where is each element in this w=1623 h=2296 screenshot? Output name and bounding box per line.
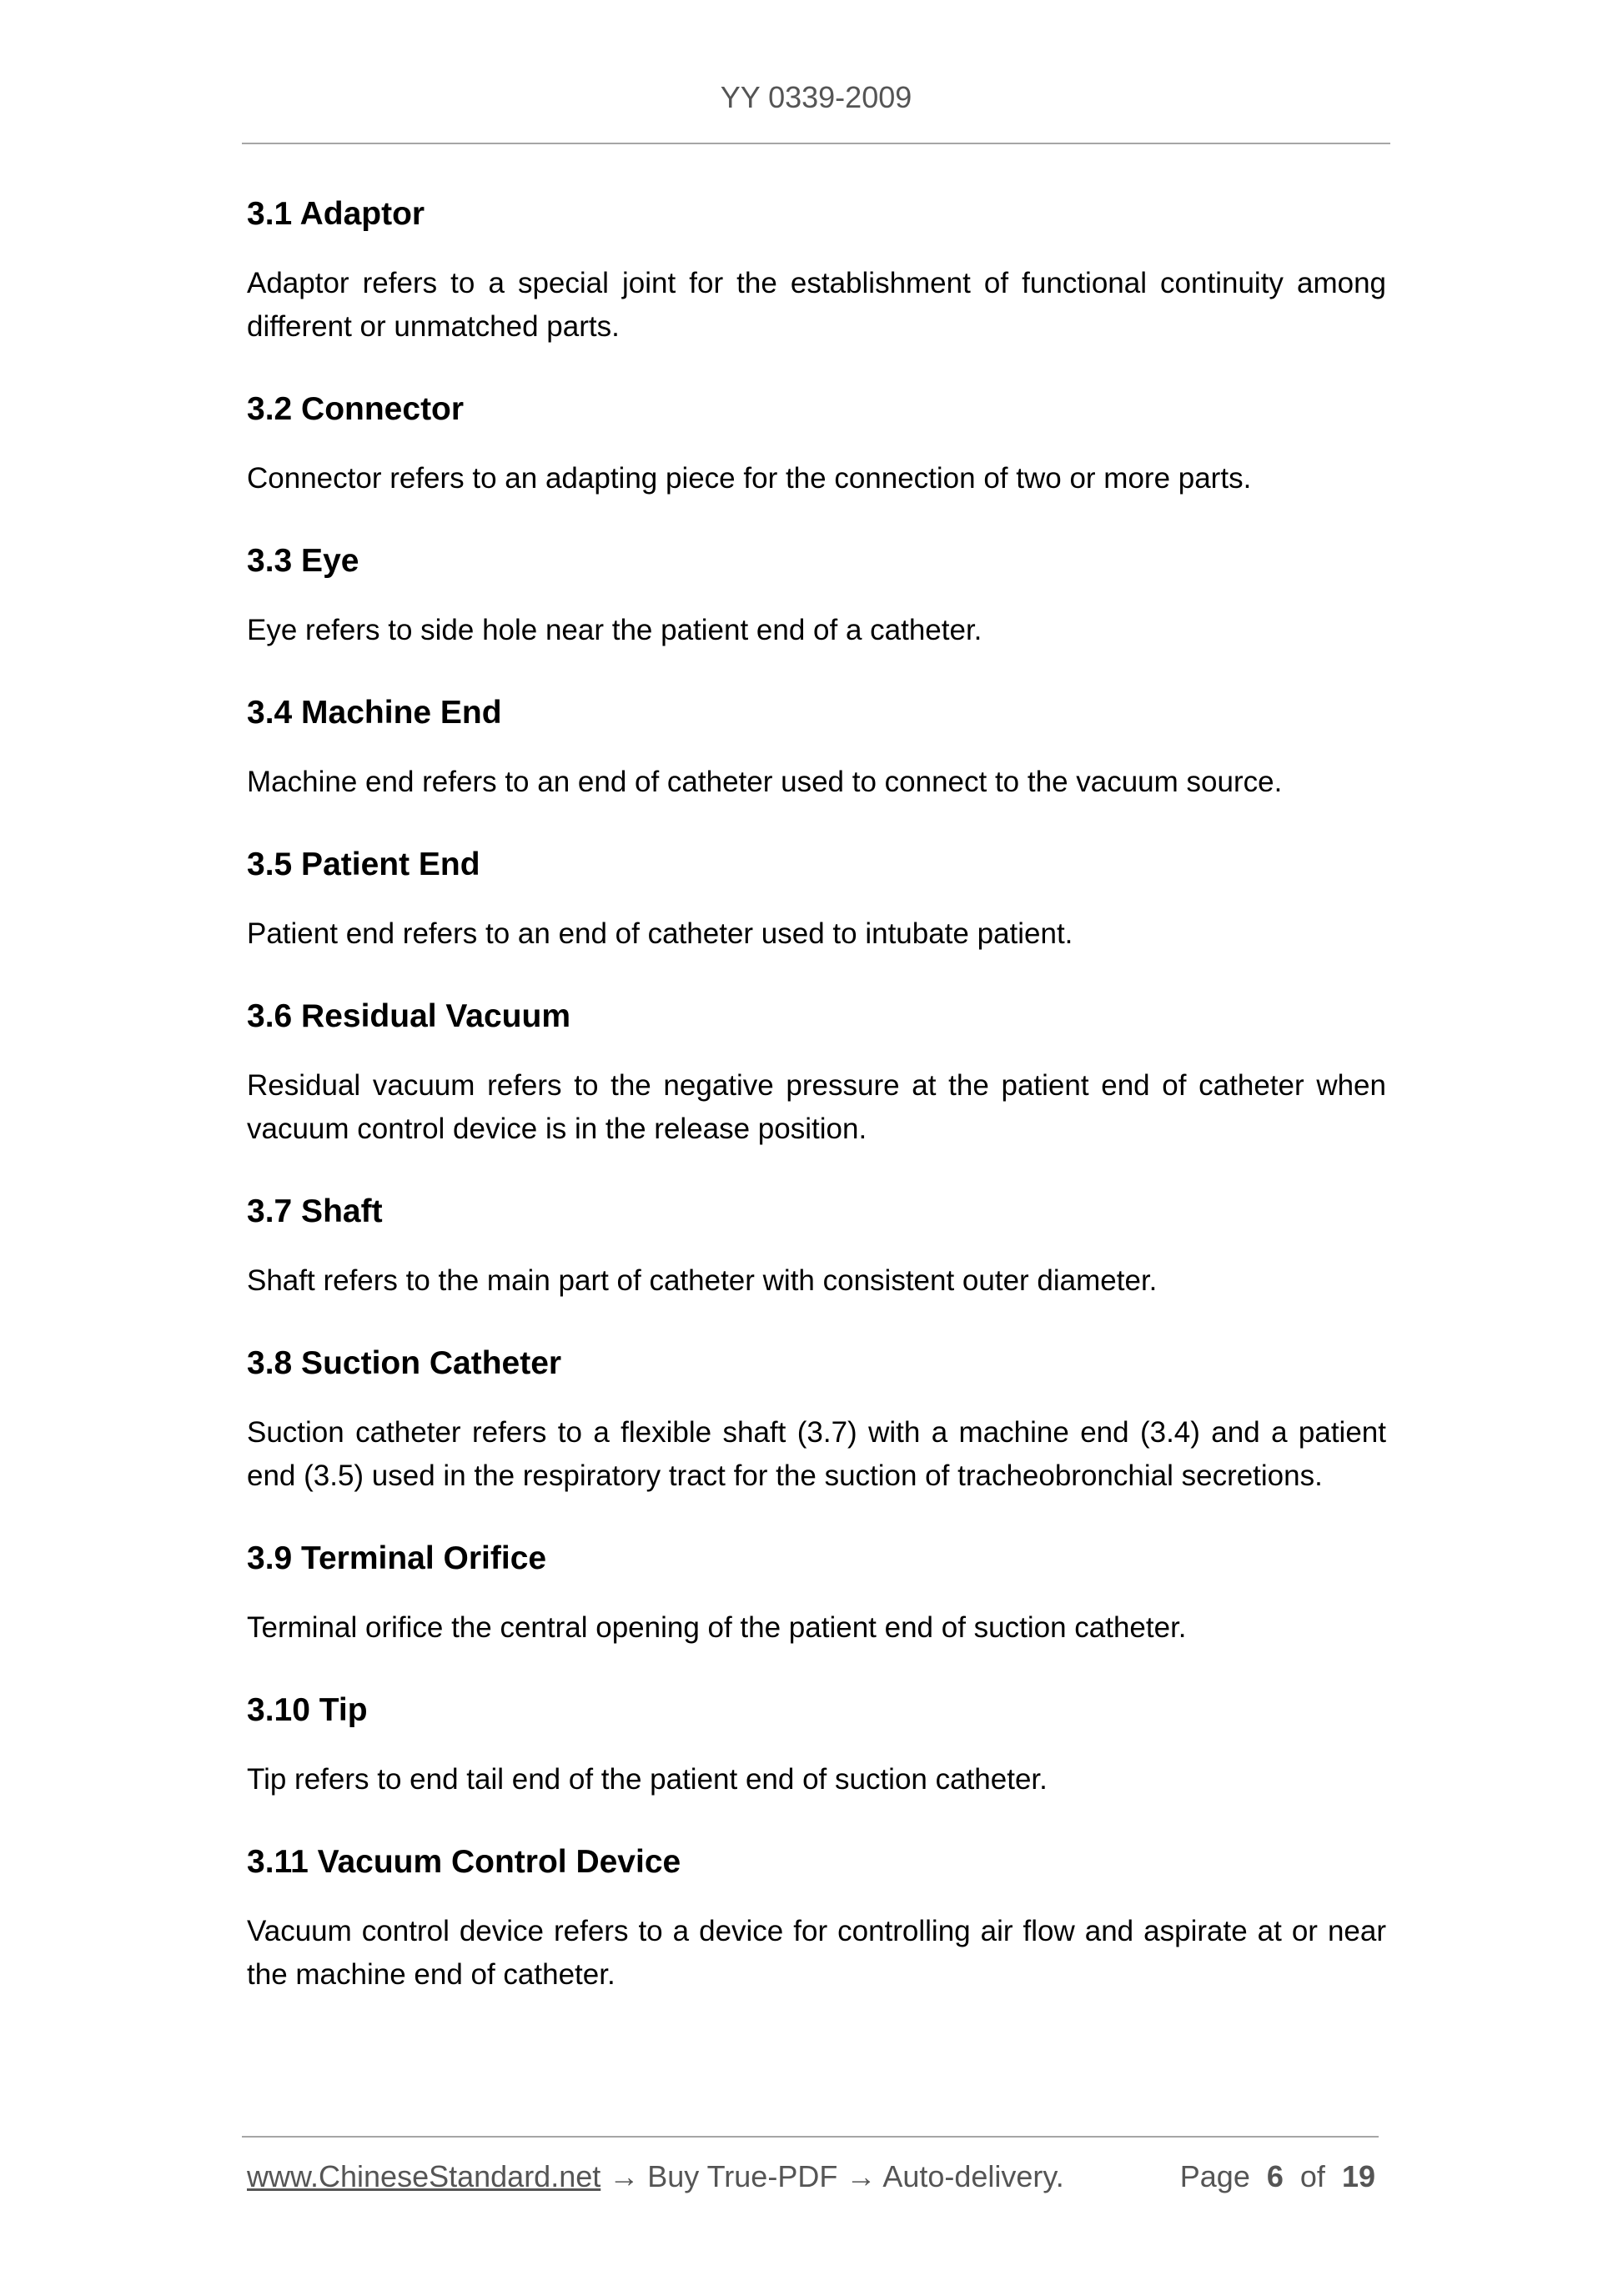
section-body: Connector refers to an adapting piece for the connection of two or more parts. bbox=[247, 462, 1252, 495]
section-shaft bbox=[247, 1188, 1386, 1303]
section-residual-vacuum bbox=[247, 992, 1386, 1151]
section-vacuum-control-device bbox=[247, 1838, 1386, 1997]
page-total: 19 bbox=[1341, 2159, 1375, 2193]
section-title: 3.11 Vacuum Control Device bbox=[247, 1844, 681, 1880]
page-footer bbox=[247, 2157, 1381, 2197]
section-body: Machine end refers to an end of catheter used to connect to the vacuum source. bbox=[247, 766, 1283, 798]
section-title: 3.6 Residual Vacuum bbox=[247, 998, 571, 1034]
section-title: 3.7 Shaft bbox=[247, 1193, 383, 1229]
section-body: Vacuum control device refers to a device for controlling air flow and aspirate at or near the machine end of catheter. bbox=[247, 1915, 1386, 1991]
section-body: Tip refers to end tail end of the patient end of suction catheter. bbox=[247, 1763, 1048, 1796]
section-suction-catheter bbox=[247, 1339, 1386, 1498]
section-title: 3.4 Machine End bbox=[247, 695, 502, 731]
page-label: Page bbox=[1179, 2159, 1250, 2193]
page-current: 6 bbox=[1266, 2159, 1284, 2193]
section-body: Patient end refers to an end of catheter used to intubate patient. bbox=[247, 917, 1073, 950]
section-title: 3.9 Terminal Orifice bbox=[247, 1540, 547, 1576]
section-title: 3.8 Suction Catheter bbox=[247, 1345, 562, 1381]
section-title: 3.1 Adaptor bbox=[247, 196, 425, 232]
section-body: Shaft refers to the main part of catheter with consistent outer diameter. bbox=[247, 1264, 1158, 1297]
section-title: 3.5 Patient End bbox=[247, 847, 480, 882]
section-adaptor bbox=[247, 190, 1386, 349]
section-connector bbox=[247, 385, 1386, 500]
section-eye bbox=[247, 537, 1386, 652]
page-header: YY 0339-2009 bbox=[720, 80, 912, 114]
page-of-label: of bbox=[1299, 2159, 1325, 2193]
section-tip bbox=[247, 1686, 1386, 1801]
chinesestandard-link[interactable]: www.ChineseStandard.net bbox=[247, 2159, 601, 2193]
section-title: 3.10 Tip bbox=[247, 1692, 368, 1728]
section-body: Suction catheter refers to a flexible shaft (3.7) with a machine end (3.4) and a patient end (3.5) used in the respiratory tract for the suction of tracheobronchial secretions. bbox=[247, 1416, 1386, 1492]
section-title: 3.3 Eye bbox=[247, 543, 359, 579]
page-indicator bbox=[1180, 2157, 1375, 2197]
section-body: Residual vacuum refers to the negative pressure at the patient end of catheter when vacuum control device is in the release position. bbox=[247, 1069, 1386, 1145]
document-body bbox=[247, 190, 1386, 2033]
section-patient-end bbox=[247, 841, 1386, 956]
footer-divider bbox=[242, 2136, 1379, 2138]
section-title: 3.2 Connector bbox=[247, 391, 465, 427]
section-body: Terminal orifice the central opening of the patient end of suction catheter. bbox=[247, 1611, 1187, 1644]
section-machine-end bbox=[247, 689, 1386, 804]
header-divider bbox=[242, 143, 1390, 144]
section-body: Adaptor refers to a special joint for the establishment of functional continuity among different or unmatched parts. bbox=[247, 267, 1386, 343]
footer-tagline: → Buy True-PDF → Auto-delivery. bbox=[600, 2159, 1064, 2193]
section-body: Eye refers to side hole near the patient end of a catheter. bbox=[247, 614, 982, 646]
section-terminal-orifice bbox=[247, 1535, 1386, 1650]
